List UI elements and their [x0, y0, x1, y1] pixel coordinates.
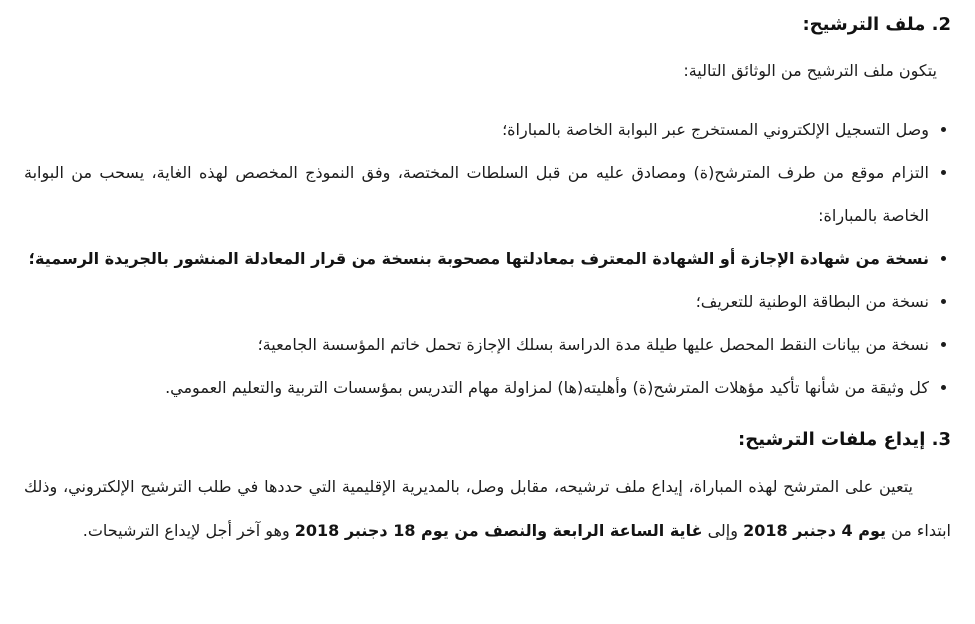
paragraph-segment: يتعين على المترشح لهذه المباراة، إيداع ملف ترشيحه، مقابل وصل، بالمديرية الإقليمية التي حددها في طلب الترشيح الإلكتروني، وذلك ابتداء من — [24, 477, 951, 540]
paragraph-segment: وإلى — [702, 521, 744, 540]
list-item: • وصل التسجيل الإلكتروني المستخرج عبر البوابة الخاصة بالمباراة؛ — [24, 108, 929, 151]
list-item: • نسخة من شهادة الإجازة أو الشهادة المعترف بمعادلتها مصحوبة بنسخة من قرار المعادلة المنشور بالجريدة الرسمية؛ — [24, 237, 929, 280]
section-heading-candidacy-file: 2. ملف الترشيح: — [802, 14, 951, 35]
documents-list — [24, 108, 951, 409]
list-item: • كل وثيقة من شأنها تأكيد مؤهلات المترشح(ة) وأهليته(ها) لمزاولة مهام التدريس بمؤسسات التربية والتعليم العمومي. — [24, 366, 929, 409]
list-item: • نسخة من البطاقة الوطنية للتعريف؛ — [24, 280, 929, 323]
paragraph-segment: وهو آخر أجل لإيداع الترشيحات. — [82, 521, 295, 540]
deposit-deadline: غاية الساعة الرابعة والنصف من يوم 18 دجنبر 2018 — [294, 521, 703, 540]
candidacy-file-intro: يتكون ملف الترشيح من الوثائق التالية: — [683, 61, 937, 80]
deposit-paragraph — [24, 465, 951, 553]
section-heading-deposit: 3. إيداع ملفات الترشيح: — [738, 429, 951, 450]
deposit-start-date: يوم 4 دجنبر 2018 — [743, 521, 886, 540]
list-item: • نسخة من بيانات النقط المحصل عليها طيلة مدة الدراسة بسلك الإجازة تحمل خاتم المؤسسة الجامعية؛ — [24, 323, 929, 366]
list-item: • التزام موقع من طرف المترشح(ة) ومصادق عليه من قبل السلطات المختصة، وفق النموذج المخصص لهذه الغاية، يسحب من البوابة الخاصة بالمباراة: — [24, 151, 929, 237]
